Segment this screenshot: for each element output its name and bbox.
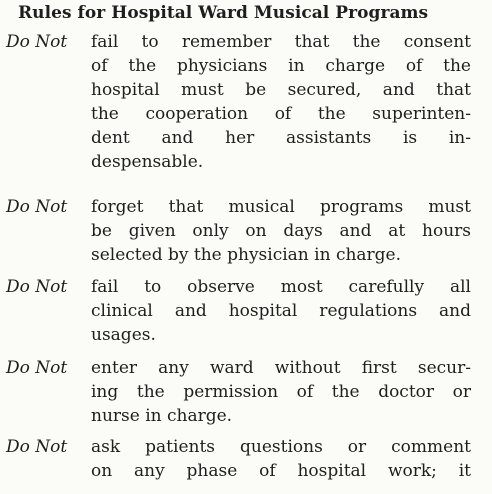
rule-line: selected by the physician in charge. — [91, 245, 402, 265]
rule-line: fail to observe most carefully all — [91, 277, 471, 297]
rule-line: dent and her assistants is in- — [91, 128, 471, 148]
rule-line: of the physicians in charge of the — [91, 56, 471, 76]
rule-line: on any phase of hospital work; it — [91, 461, 471, 481]
rule-line: hospital must be secured, and that — [91, 80, 471, 100]
rule-line: nurse in charge. — [91, 406, 233, 426]
rule-line: be given only on days and at hours — [91, 221, 471, 241]
rule-line: ask patients questions or comment — [91, 437, 471, 457]
rule-lead: Do Not — [6, 32, 68, 52]
rule-line: forget that musical programs must — [91, 197, 471, 217]
rule-line: usages. — [91, 325, 156, 345]
rule-lead: Do Not — [6, 277, 68, 297]
rule-line: clinical and hospital regulations and — [91, 301, 471, 321]
rule-lead: Do Not — [6, 197, 68, 217]
rule-line: ing the permission of the doctor or — [91, 382, 471, 402]
rule-lead: Do Not — [6, 358, 68, 378]
document-title: Rules for Hospital Ward Musical Programs — [18, 3, 429, 23]
rule-lead: Do Not — [6, 437, 68, 457]
rule-line: enter any ward without first secur- — [91, 358, 471, 378]
rule-line: fail to remember that the consent — [91, 32, 471, 52]
rule-line: despensable. — [91, 152, 204, 172]
rule-line: the cooperation of the superinten- — [91, 104, 471, 124]
